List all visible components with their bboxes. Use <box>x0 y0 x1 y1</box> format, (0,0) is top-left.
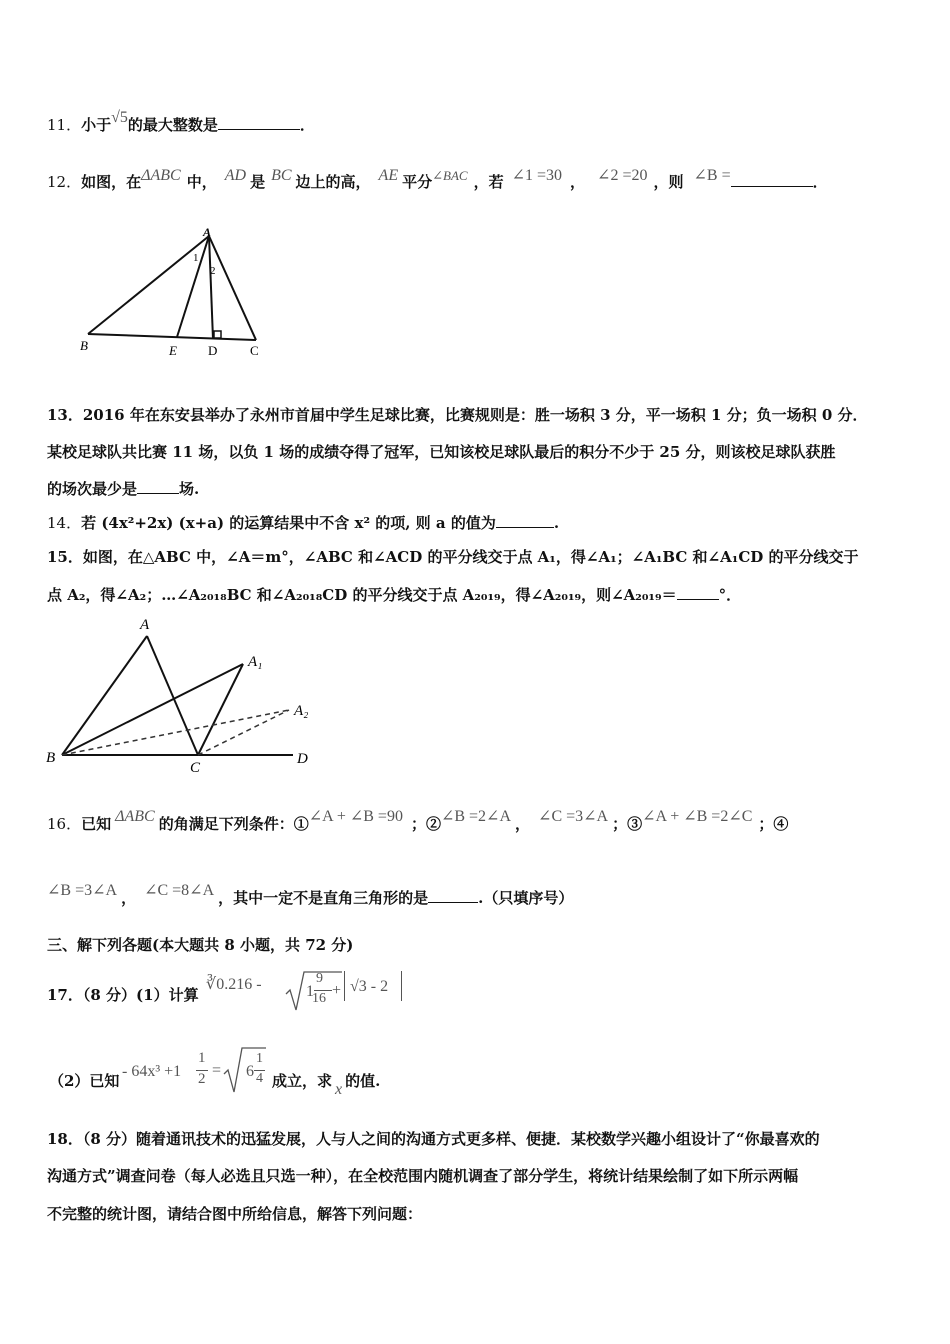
question-17-part-2: （2）已知 <box>49 1072 120 1090</box>
question-18-line-2: 沟通方式”调查问卷（每人必选且只选一种），在全校范围内随机调查了部分学生，将统计结果绘制了如下所示两幅 <box>47 1167 799 1185</box>
label-a: A <box>140 617 150 633</box>
question-13-line-1: 13．2016 年在东安县举办了永州市首届中学生足球比赛，比赛规则是：胜一场积 3 分，平一场积 1 分；负一场积 0 分． <box>47 406 868 424</box>
angle-bisector-figure-15 <box>40 612 330 780</box>
side-ba <box>62 636 147 755</box>
sqrt5-expr: √5 <box>111 109 128 126</box>
answer-blank-13[interactable] <box>137 479 179 494</box>
label-a1: A₁ <box>248 654 263 670</box>
altitude-ad <box>209 236 213 339</box>
question-15-line-1: 15．如图，在△ABC 中，∠A＝m°，∠ABC 和∠ACD 的平分线交于点 A₁，得∠A₁；∠A₁BC 和∠A₁CD 的平分线交于 <box>47 548 859 566</box>
answer-blank-11[interactable] <box>218 115 300 130</box>
answer-blank-12[interactable] <box>731 172 813 187</box>
label-a2: A₂ <box>294 703 309 719</box>
question-11: 11．小于√5的最大整数是 ． <box>47 109 315 134</box>
label-b: B <box>46 750 56 766</box>
question-17-part-2-end: 成立，求 x 的值. <box>272 1072 381 1098</box>
dashed-ca2 <box>198 710 289 755</box>
side-ac <box>209 236 256 340</box>
label-d: D <box>208 343 218 358</box>
section-3-title: 三、解下列各题(本大题共 8 小题，共 72 分) <box>47 936 354 954</box>
question-13-line-2: 某校足球队共比赛 11 场，以负 1 场的成绩夺得了冠军，已知该校足球队最后的积分不少于 25 分，则该校足球队获胜 <box>47 443 836 461</box>
label-c: C <box>190 760 201 776</box>
side-bc <box>88 334 256 340</box>
question-18-line-3: 不完整的统计图，请结合图中所给信息，解答下列问题： <box>47 1205 423 1223</box>
label-e: E <box>169 343 177 358</box>
question-13-line-3: 的场次最少是 场. <box>47 480 200 498</box>
answer-blank-16[interactable] <box>428 888 478 903</box>
question-18-line-1: 18．（8 分）随着通讯技术的迅猛发展，人与人之间的沟通方式更多样、便捷．某校数学兴趣小组设计了“你最喜欢的 <box>47 1130 820 1148</box>
label-a: A <box>203 225 212 239</box>
line-ba1 <box>62 664 243 755</box>
question-16-line-1: 16．已知 ΔABC 的角满足下列条件：①∠A + ∠B =90 ；②∠B =2∠A ， ∠C =3∠A ；③∠A + ∠B =2∠C ；④ <box>47 808 789 833</box>
question-14: 14．若 (4x²+2x) (x+a) 的运算结果中不含 x² 的项, 则 a 的值为 . <box>47 514 560 532</box>
question-15-line-2: 点 A₂，得∠A₂；…∠A₂₀₁₈BC 和∠A₂₀₁₈CD 的平分线交于点 A₂₀₁₉，得∠A₂₀₁₉，则∠A₂₀₁₉＝ °． <box>47 586 742 604</box>
angle-1-label: 1 <box>193 252 199 264</box>
side-ab <box>88 236 209 334</box>
question-12: 12．如图，在ΔABC 中， AD 是 BC 边上的高， AE 平分∠BAC ，若 ∠1 =30 ， ∠2 =20 ，则 ∠B = ． <box>47 167 828 191</box>
right-angle-mark <box>214 331 221 338</box>
triangle-figure-12 <box>70 222 280 367</box>
q17-expression-1: ∛0.216 - 1 9 16 + √3 - 2 <box>206 968 426 1016</box>
label-d: D <box>297 751 308 767</box>
angle-2-label: 2 <box>210 265 216 277</box>
answer-blank-15[interactable] <box>677 585 719 600</box>
line-a1c <box>198 664 243 755</box>
answer-blank-14[interactable] <box>496 513 554 528</box>
q17-expression-2: - 64x³ +1 1 2 = 6 1 4 <box>122 1044 272 1096</box>
question-16-line-2: ∠B =3∠A ， ∠C =8∠A ，其中一定不是直角三角形的是 .（只填序号） <box>47 882 574 907</box>
label-b: B <box>80 338 88 353</box>
dashed-ba2 <box>62 710 289 755</box>
label-c: C <box>250 343 259 358</box>
question-17-part-1: 17．（8 分）(1）计算 <box>47 986 199 1004</box>
